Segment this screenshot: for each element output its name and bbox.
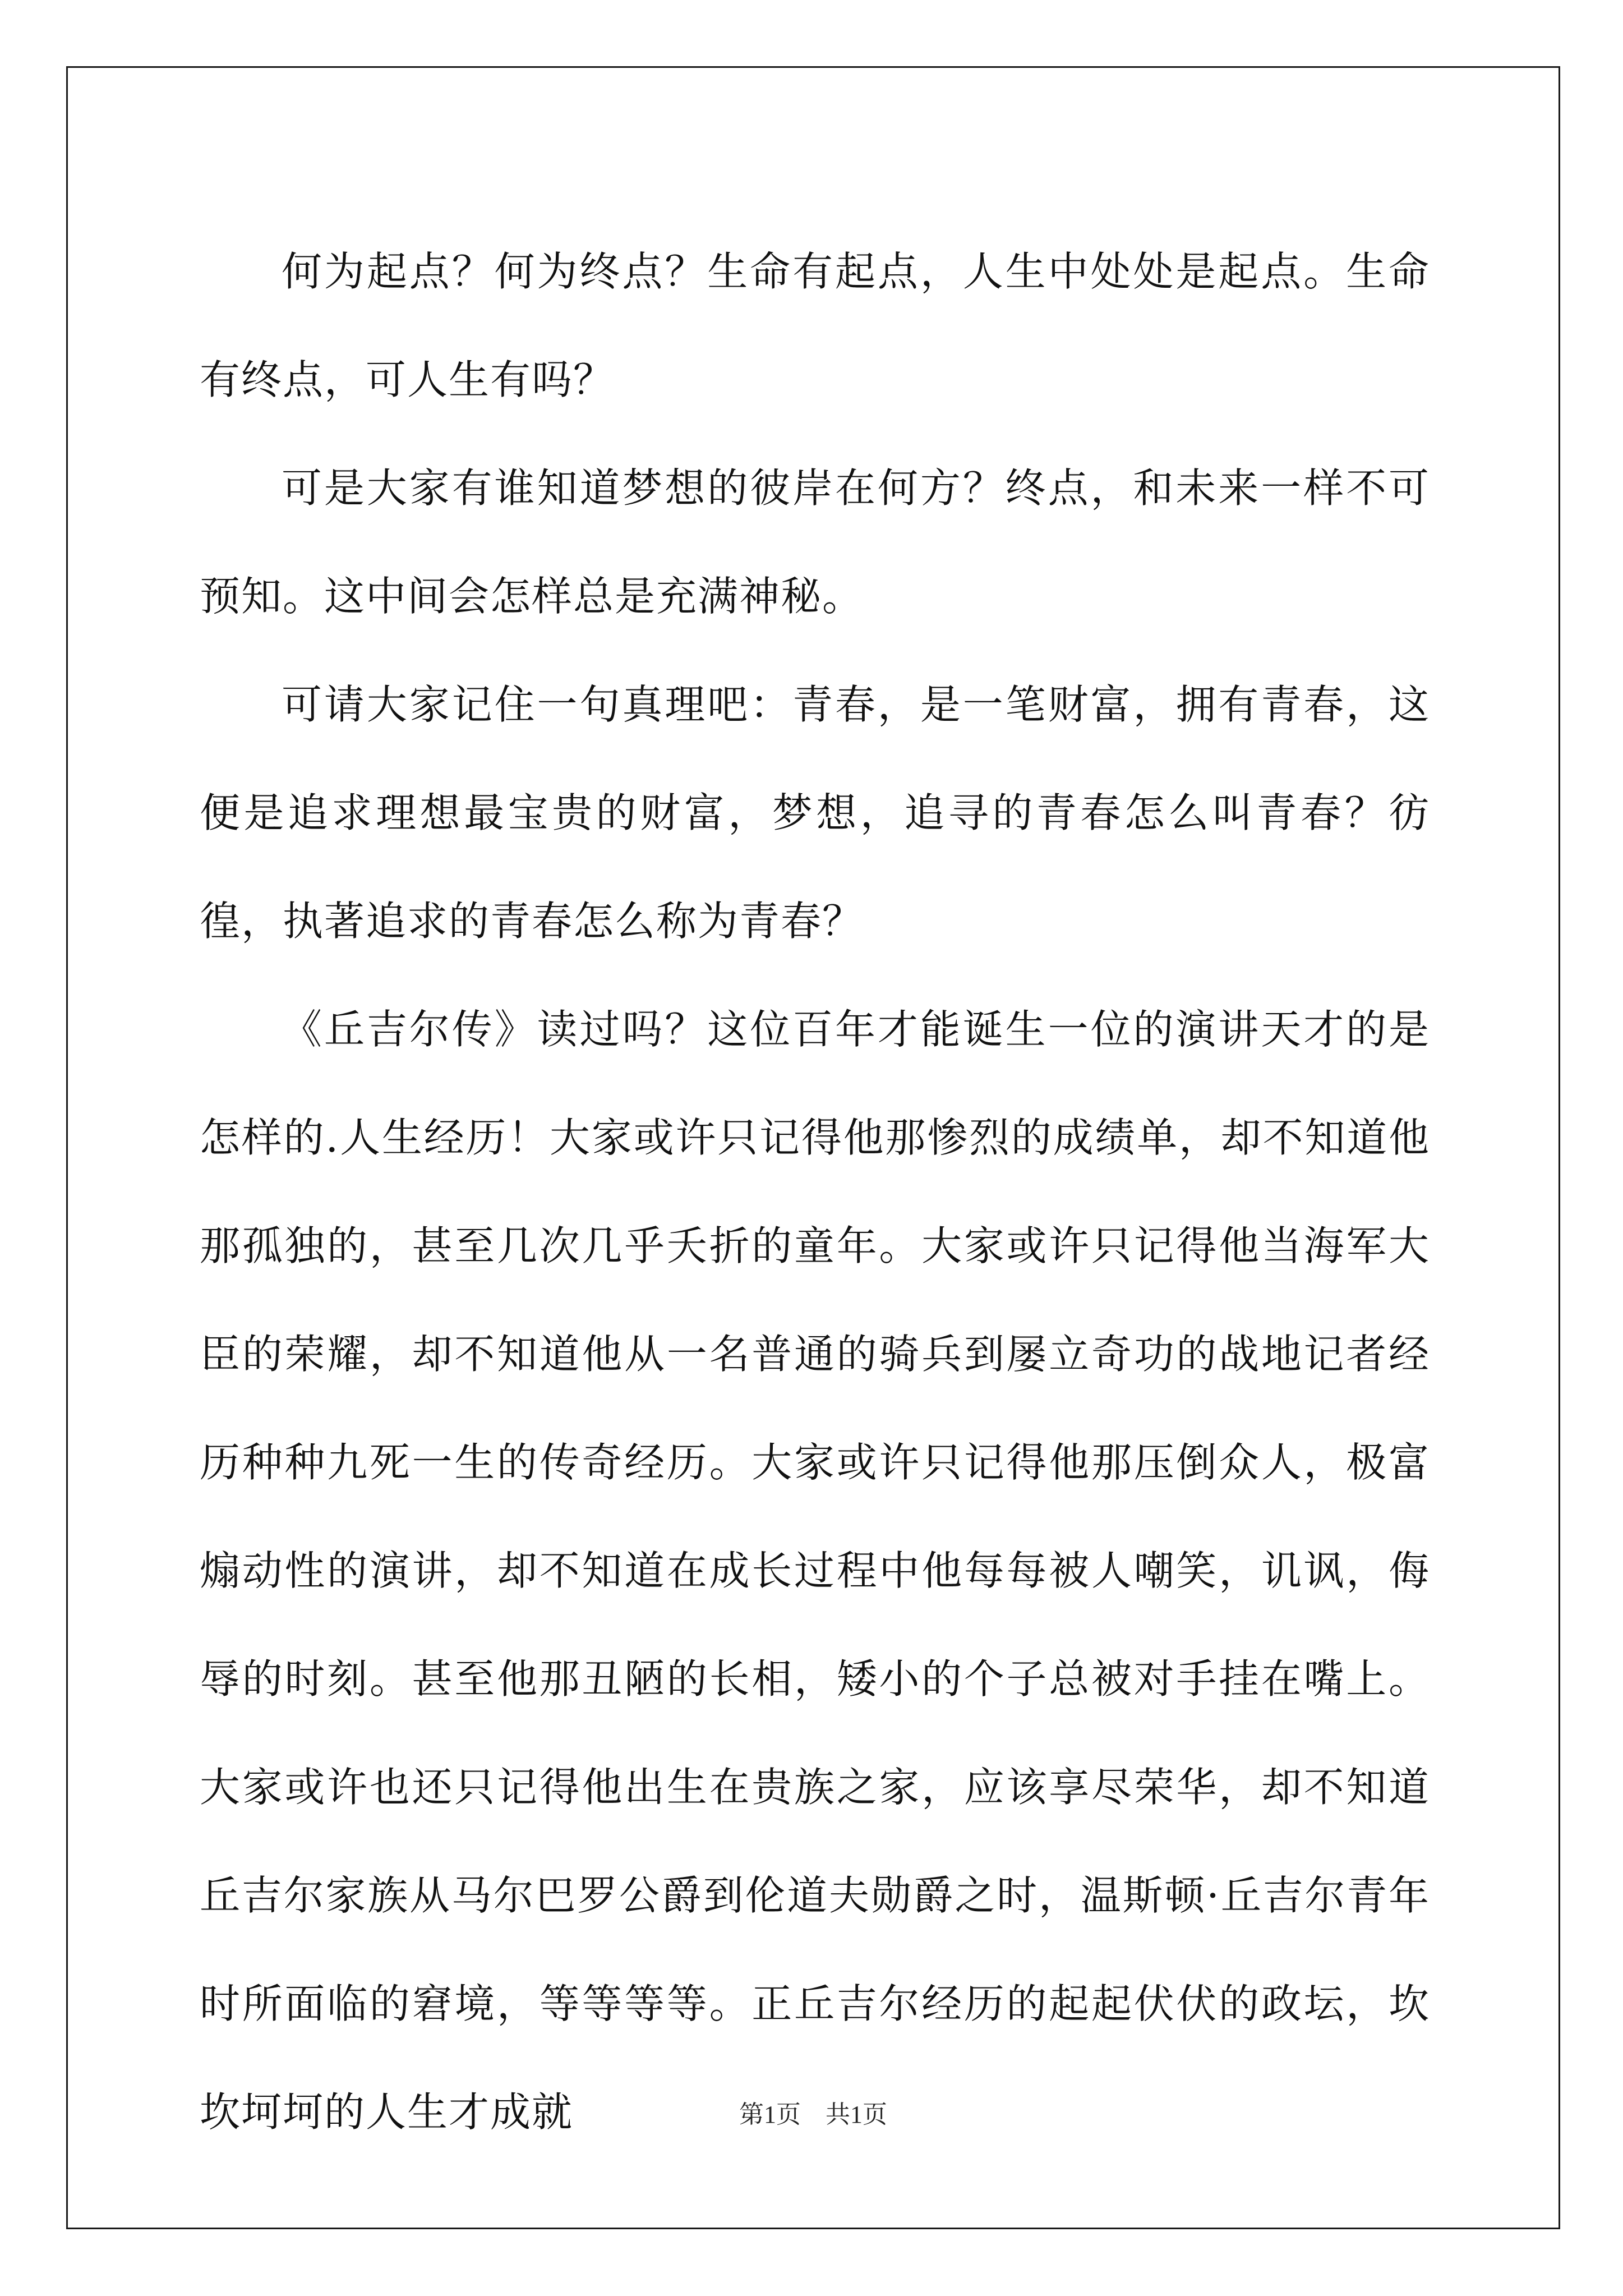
paragraph: 何为起点？何为终点？生命有起点，人生中处处是起点。生命有终点，可人生有吗？ xyxy=(200,248,1430,403)
page-footer xyxy=(66,2098,1560,2132)
document-body xyxy=(200,218,1430,2166)
paragraph: 《丘吉尔传》读过吗？这位百年才能诞生一位的演讲天才的是怎样的.人生经历！大家或许只记得他那惨烈的成绩单，却不知道他那孤独的，甚至几次几乎夭折的童年。大家或许只记得他当海军大臣的荣耀，却不知道他从一名普通的骑兵到屡立奇功的战地记者经历种种九死一生的传奇经历。大家或许只记得他那压倒众人，极富煽动性的演讲，却不知道在成长过程中他每每被人嘲笑，讥讽，侮辱的时刻。甚至他那丑陋的长相，矮小的个子总被对手挂在嘴上。大家或许也还只记得他出生在贵族之家，应该享尽荣华，却不知道丘吉尔家族从马尔巴罗公爵到伦道夫勋爵之时，温斯顿·丘吉尔青年时所面临的窘境，等等等等。正丘吉尔经历的起起伏伏的政坛，坎坎坷坷的人生才成就 xyxy=(200,1006,1430,2136)
paragraph: 可是大家有谁知道梦想的彼岸在何方？终点，和未来一样不可预知。这中间会怎样总是充满神秘。 xyxy=(200,464,1430,620)
page-number: 第1页 共1页 xyxy=(739,2101,887,2128)
paragraph: 可请大家记住一句真理吧：青春，是一笔财富，拥有青春，这便是追求理想最宝贵的财富，梦想，追寻的青春怎么叫青春？彷徨，执著追求的青春怎么称为青春？ xyxy=(200,681,1430,945)
